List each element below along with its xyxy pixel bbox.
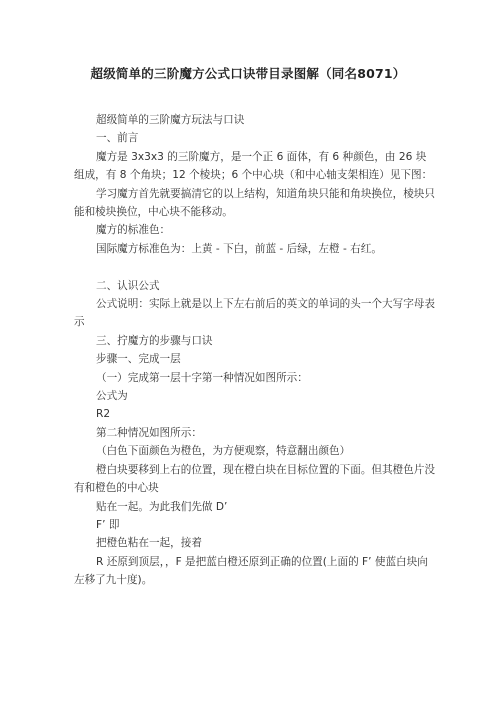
paragraph-formula-explanation: 公式说明：实际上就是以上下左右前后的英文的单词的头一个大写字母表示 [74, 298, 435, 329]
heading-step-one: 步骤一、完成一层 [96, 353, 181, 366]
paragraph-standard-colors: 国际魔方标准色为：上黄 - 下白，前蓝 - 后绿，左橙 - 右红。 [96, 242, 382, 255]
paragraph-formula-label: 公式为 [96, 390, 128, 403]
paragraph-case-two: 第二种情况如图所示： [96, 426, 202, 439]
paragraph-cross-case-one: （一）完成第一层十字第一种情况如图所示： [96, 371, 308, 384]
paragraph-standard-colors-label: 魔方的标准色： [96, 224, 171, 237]
paragraph-do-d-prime: 贴在一起。为此我们先做 D’ [96, 500, 228, 513]
paragraph-cube-intro: 魔方是 3x3x3 的三阶魔方，是一个正 6 面体，有 6 种颜色，由 26 块组成，有 8 个角块；12 个棱块；6 个中心块（和中心轴支架相连）见下图： [74, 150, 433, 182]
paragraph-f-prime: F’ 即 [96, 518, 120, 531]
document-title: 超级简单的三阶魔方公式口诀带目录图解（同名8071） [90, 66, 406, 81]
paragraph-orange-white: 橙白块要移到上右的位置，现在橙白块在目标位置的下面。但其橙色片没有和橙色的中心块 [74, 463, 435, 495]
heading-steps: 三、拧魔方的步骤与口诀 [96, 334, 213, 347]
heading-know-formulas: 二、认识公式 [96, 279, 160, 292]
paragraph-formula-r2: R2 [96, 408, 111, 421]
heading-preface: 一、前言 [96, 132, 139, 145]
blank-line [74, 258, 436, 276]
document-body [74, 111, 436, 590]
paragraph-subtitle: 超级简单的三阶魔方玩法与口诀 [96, 114, 245, 126]
paragraph-structure: 学习魔方首先就要搞清它的以上结构，知道角块只能和角块换位，棱块只能和棱块换位，中心块不能移动。 [74, 187, 435, 219]
paragraph-stick-orange: 把橙色粘在一起，接着 [96, 537, 202, 550]
paragraph-case-two-note: （白色下面颜色为橙色，为方便观察，特意翻出颜色） [96, 445, 351, 458]
paragraph-r-restore: R 还原到顶层，，F 是把蓝白橙还原到正确的位置(上面的 F’ 使蓝白块向左移了九十度)。 [74, 555, 428, 587]
